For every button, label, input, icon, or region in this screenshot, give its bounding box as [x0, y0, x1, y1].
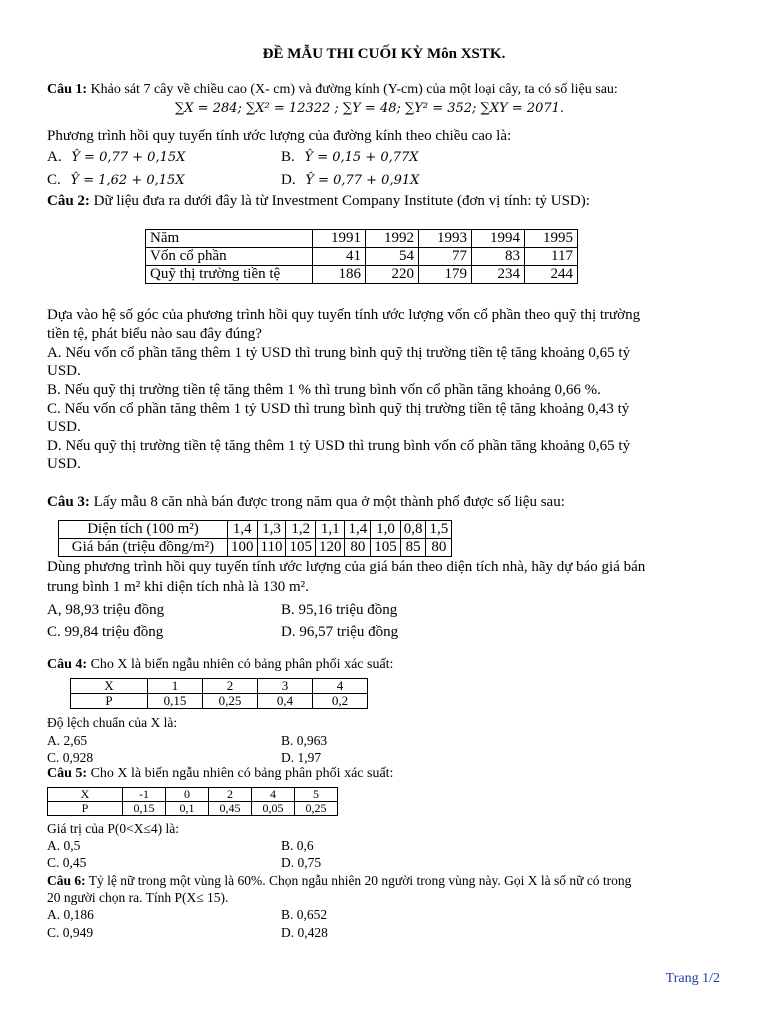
q5-option-b: B. 0,6: [281, 838, 314, 853]
q6-intro: [47, 873, 631, 889]
q1-option-a: A. Ŷ = 0,77 + 0,15X: [47, 149, 186, 165]
q5-text: Cho X là biến ngẫu nhiên có bảng phân phối xác suất:: [90, 766, 394, 781]
table-row: Diện tích (100 m²) 1,4 1,3 1,2 1,1 1,4 1,0 0,8 1,5: [59, 521, 452, 539]
q2-option-d-cont: USD.: [47, 456, 81, 472]
q1-text: Khảo sát 7 cây về chiều cao (X- cm) và đường kính (Y-cm) của một loại cây, ta có số liệu sau:: [90, 82, 618, 97]
q2-option-b: B. Nếu quỹ thị trường tiền tệ tăng thêm 1 % thì trung bình vốn cổ phần tăng khoảng 0,66 %.: [47, 382, 601, 398]
q3-intro: [47, 494, 565, 511]
q1-intro: [47, 82, 618, 98]
q2-option-c-cont: USD.: [47, 419, 81, 435]
q4-option-c: C. 0,928: [47, 750, 94, 765]
q2-option-a-cont: USD.: [47, 363, 81, 379]
q6-text-line2: 20 người chọn ra. Tính P(X≤ 15).: [47, 890, 229, 905]
q4-intro: [47, 657, 393, 673]
q3-label: Câu 3:: [47, 494, 90, 510]
q5-option-a: A. 0,5: [47, 838, 81, 853]
q4-question: Độ lệch chuẩn của X là:: [47, 715, 178, 730]
q3-option-c: C. 99,84 triệu đồng: [47, 624, 164, 640]
q6-label: Câu 6:: [47, 873, 86, 888]
q1-option-c: C. Ŷ = 1,62 + 0,15X: [47, 172, 185, 188]
q5-label: Câu 5:: [47, 766, 88, 781]
q4-option-a: A. 2,65: [47, 733, 88, 748]
q1-sums: ∑X = 284; ∑X² = 12322 ; ∑Y = 48; ∑Y² = 352; ∑XY = 2071.: [175, 101, 565, 116]
q2-label: Câu 2:: [47, 193, 90, 209]
q3-option-a: A, 98,93 triệu đồng: [47, 602, 165, 618]
q6-option-b: B. 0,652: [281, 907, 328, 922]
q4-option-d: D. 1,97: [281, 750, 322, 765]
table-row: P 0,15 0,1 0,45 0,05 0,25: [48, 802, 338, 816]
q3-option-d: D. 96,57 triệu đồng: [281, 624, 399, 640]
table-row: X 1 2 3 4: [71, 679, 368, 694]
q3-question-line2: trung bình 1 m² khi diện tích nhà là 130 m².: [47, 579, 309, 595]
q4-label: Câu 4:: [47, 657, 88, 672]
q2-question-line1: Dựa vào hệ số góc của phương trình hồi quy tuyến tính ước lượng vốn cổ phần theo quỹ thị trường: [47, 307, 641, 323]
page-title: ĐỀ MẪU THI CUỐI KỲ Môn XSTK.: [262, 46, 506, 62]
q2-option-d: D. Nếu quỹ thị trường tiền tệ tăng thêm 1 tỷ USD thì trung bình vốn cổ phần tăng khoảng 0,65 tỷ: [47, 438, 631, 454]
q2-question-line2: tiền tệ, phát biểu nào sau đây đúng?: [47, 326, 262, 342]
q3-data-table: [58, 520, 452, 557]
q2-text: Dữ liệu đưa ra dưới đây là từ Investment Company Institute (đơn vị tính: tỷ USD):: [93, 193, 590, 209]
q6-text-line1: Tỷ lệ nữ trong một vùng là 60%. Chọn ngẫu nhiên 20 người trong vùng này. Gọi X là số nữ có trong: [88, 873, 632, 888]
q2-data-table: [145, 229, 578, 284]
table-row: Giá bán (triệu đồng/m²) 100 110 105 120 80 105 85 80: [59, 539, 452, 557]
q3-option-b: B. 95,16 triệu đồng: [281, 602, 398, 618]
q3-text: Lấy mẫu 8 căn nhà bán được trong năm qua ở một thành phố được số liệu sau:: [93, 494, 565, 510]
table-row: Năm 1991 1992 1993 1994 1995: [146, 230, 578, 248]
q1-option-d: D. Ŷ = 0,77 + 0,91X: [281, 172, 420, 188]
q5-option-c: C. 0,45: [47, 855, 87, 870]
page-number: Trang 1/2: [665, 971, 720, 986]
q6-option-d: D. 0,428: [281, 925, 328, 940]
table-row: X -1 0 2 4 5: [48, 788, 338, 802]
q6-option-a: A. 0,186: [47, 907, 94, 922]
q2-option-a: A. Nếu vốn cổ phần tăng thêm 1 tỷ USD thì trung bình quỹ thị trường tiền tệ tăng khoảng 0,65 tỷ: [47, 345, 631, 361]
q2-option-c: C. Nếu vốn cổ phần tăng thêm 1 tỷ USD thì trung bình quỹ thị trường tiền tệ tăng khoảng 0,43 tỷ: [47, 401, 630, 417]
q2-intro: [47, 193, 590, 210]
q3-question-line1: Dùng phương trình hồi quy tuyến tính ước lượng của giá bán theo diện tích nhà, hãy dự báo giá bán: [47, 559, 646, 575]
table-row: Vốn cổ phần 41 54 77 83 117: [146, 248, 578, 266]
q4-text: Cho X là biến ngẫu nhiên có bảng phân phối xác suất:: [90, 657, 394, 672]
q4-option-b: B. 0,963: [281, 733, 328, 748]
q5-distribution-table: [47, 787, 338, 816]
q1-question: Phương trình hồi quy tuyến tính ước lượng của đường kính theo chiều cao là:: [47, 128, 512, 144]
q1-option-b: B. Ŷ = 0,15 + 0,77X: [281, 149, 419, 165]
q5-intro: [47, 766, 393, 782]
q5-question: Giá trị của P(0<X≤4) là:: [47, 821, 179, 836]
q5-option-d: D. 0,75: [281, 855, 322, 870]
table-row: P 0,15 0,25 0,4 0,2: [71, 694, 368, 709]
q1-label: Câu 1:: [47, 82, 88, 97]
table-row: Quỹ thị trường tiền tệ 186 220 179 234 244: [146, 266, 578, 284]
q6-option-c: C. 0,949: [47, 925, 94, 940]
q4-distribution-table: [70, 678, 368, 709]
